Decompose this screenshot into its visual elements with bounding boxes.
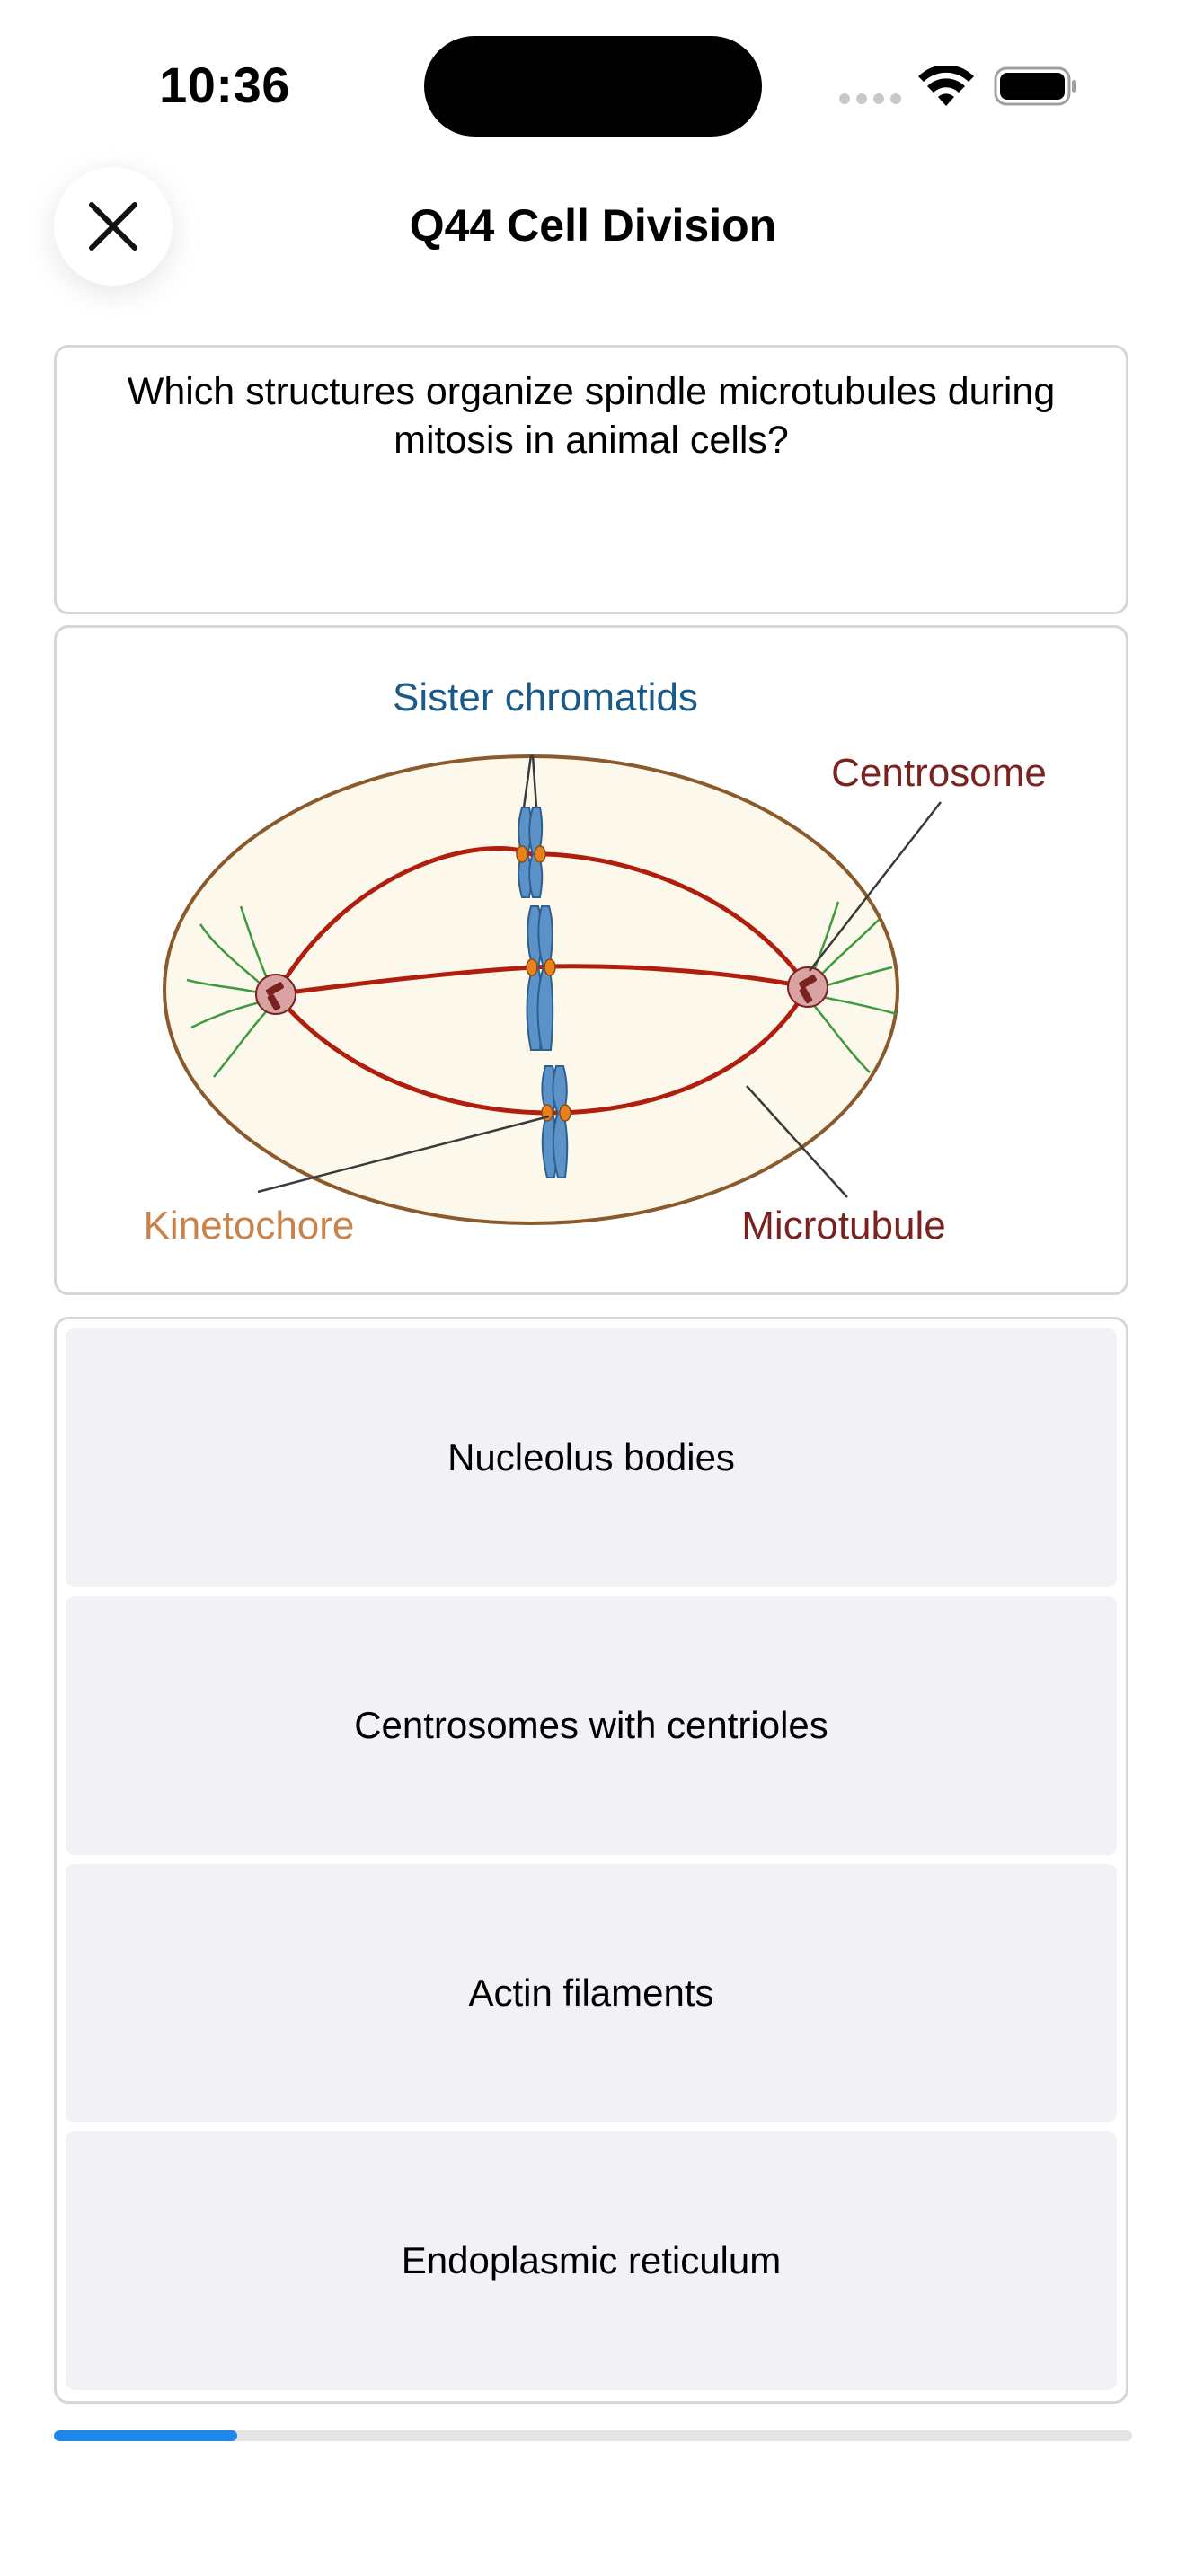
centrosome-left <box>256 975 296 1014</box>
chromosome-middle <box>527 906 553 1050</box>
status-time: 10:36 <box>159 57 290 113</box>
close-button[interactable] <box>54 167 173 286</box>
label-kinetochore: Kinetochore <box>143 1204 355 1248</box>
answer-option[interactable]: Centrosomes with centrioles <box>66 1596 1117 1855</box>
close-icon <box>88 201 138 251</box>
cellular-signal-icon <box>839 93 902 104</box>
label-sister-chromatids: Sister chromatids <box>393 675 698 719</box>
answer-option[interactable]: Endoplasmic reticulum <box>66 2131 1117 2390</box>
diagram-card <box>54 625 1128 1295</box>
answer-option[interactable]: Actin filaments <box>66 1864 1117 2122</box>
question-card <box>54 345 1128 614</box>
progress-bar <box>54 2430 1132 2441</box>
page-title: Q44 Cell Division <box>409 200 777 251</box>
wifi-icon <box>918 66 974 108</box>
dynamic-island <box>424 36 762 137</box>
progress-fill <box>54 2430 237 2441</box>
battery-icon <box>994 66 1078 106</box>
answer-options <box>54 1317 1128 2404</box>
label-microtubule: Microtubule <box>741 1204 946 1248</box>
centrosome-right <box>788 967 828 1007</box>
answer-option[interactable]: Nucleolus bodies <box>66 1328 1117 1587</box>
label-centrosome: Centrosome <box>831 751 1047 795</box>
question-text: Which structures organize spindle microtubules during mitosis in animal cells? <box>127 370 1056 462</box>
chromosome-bottom <box>542 1066 567 1178</box>
cell-division-diagram <box>57 628 1126 1292</box>
